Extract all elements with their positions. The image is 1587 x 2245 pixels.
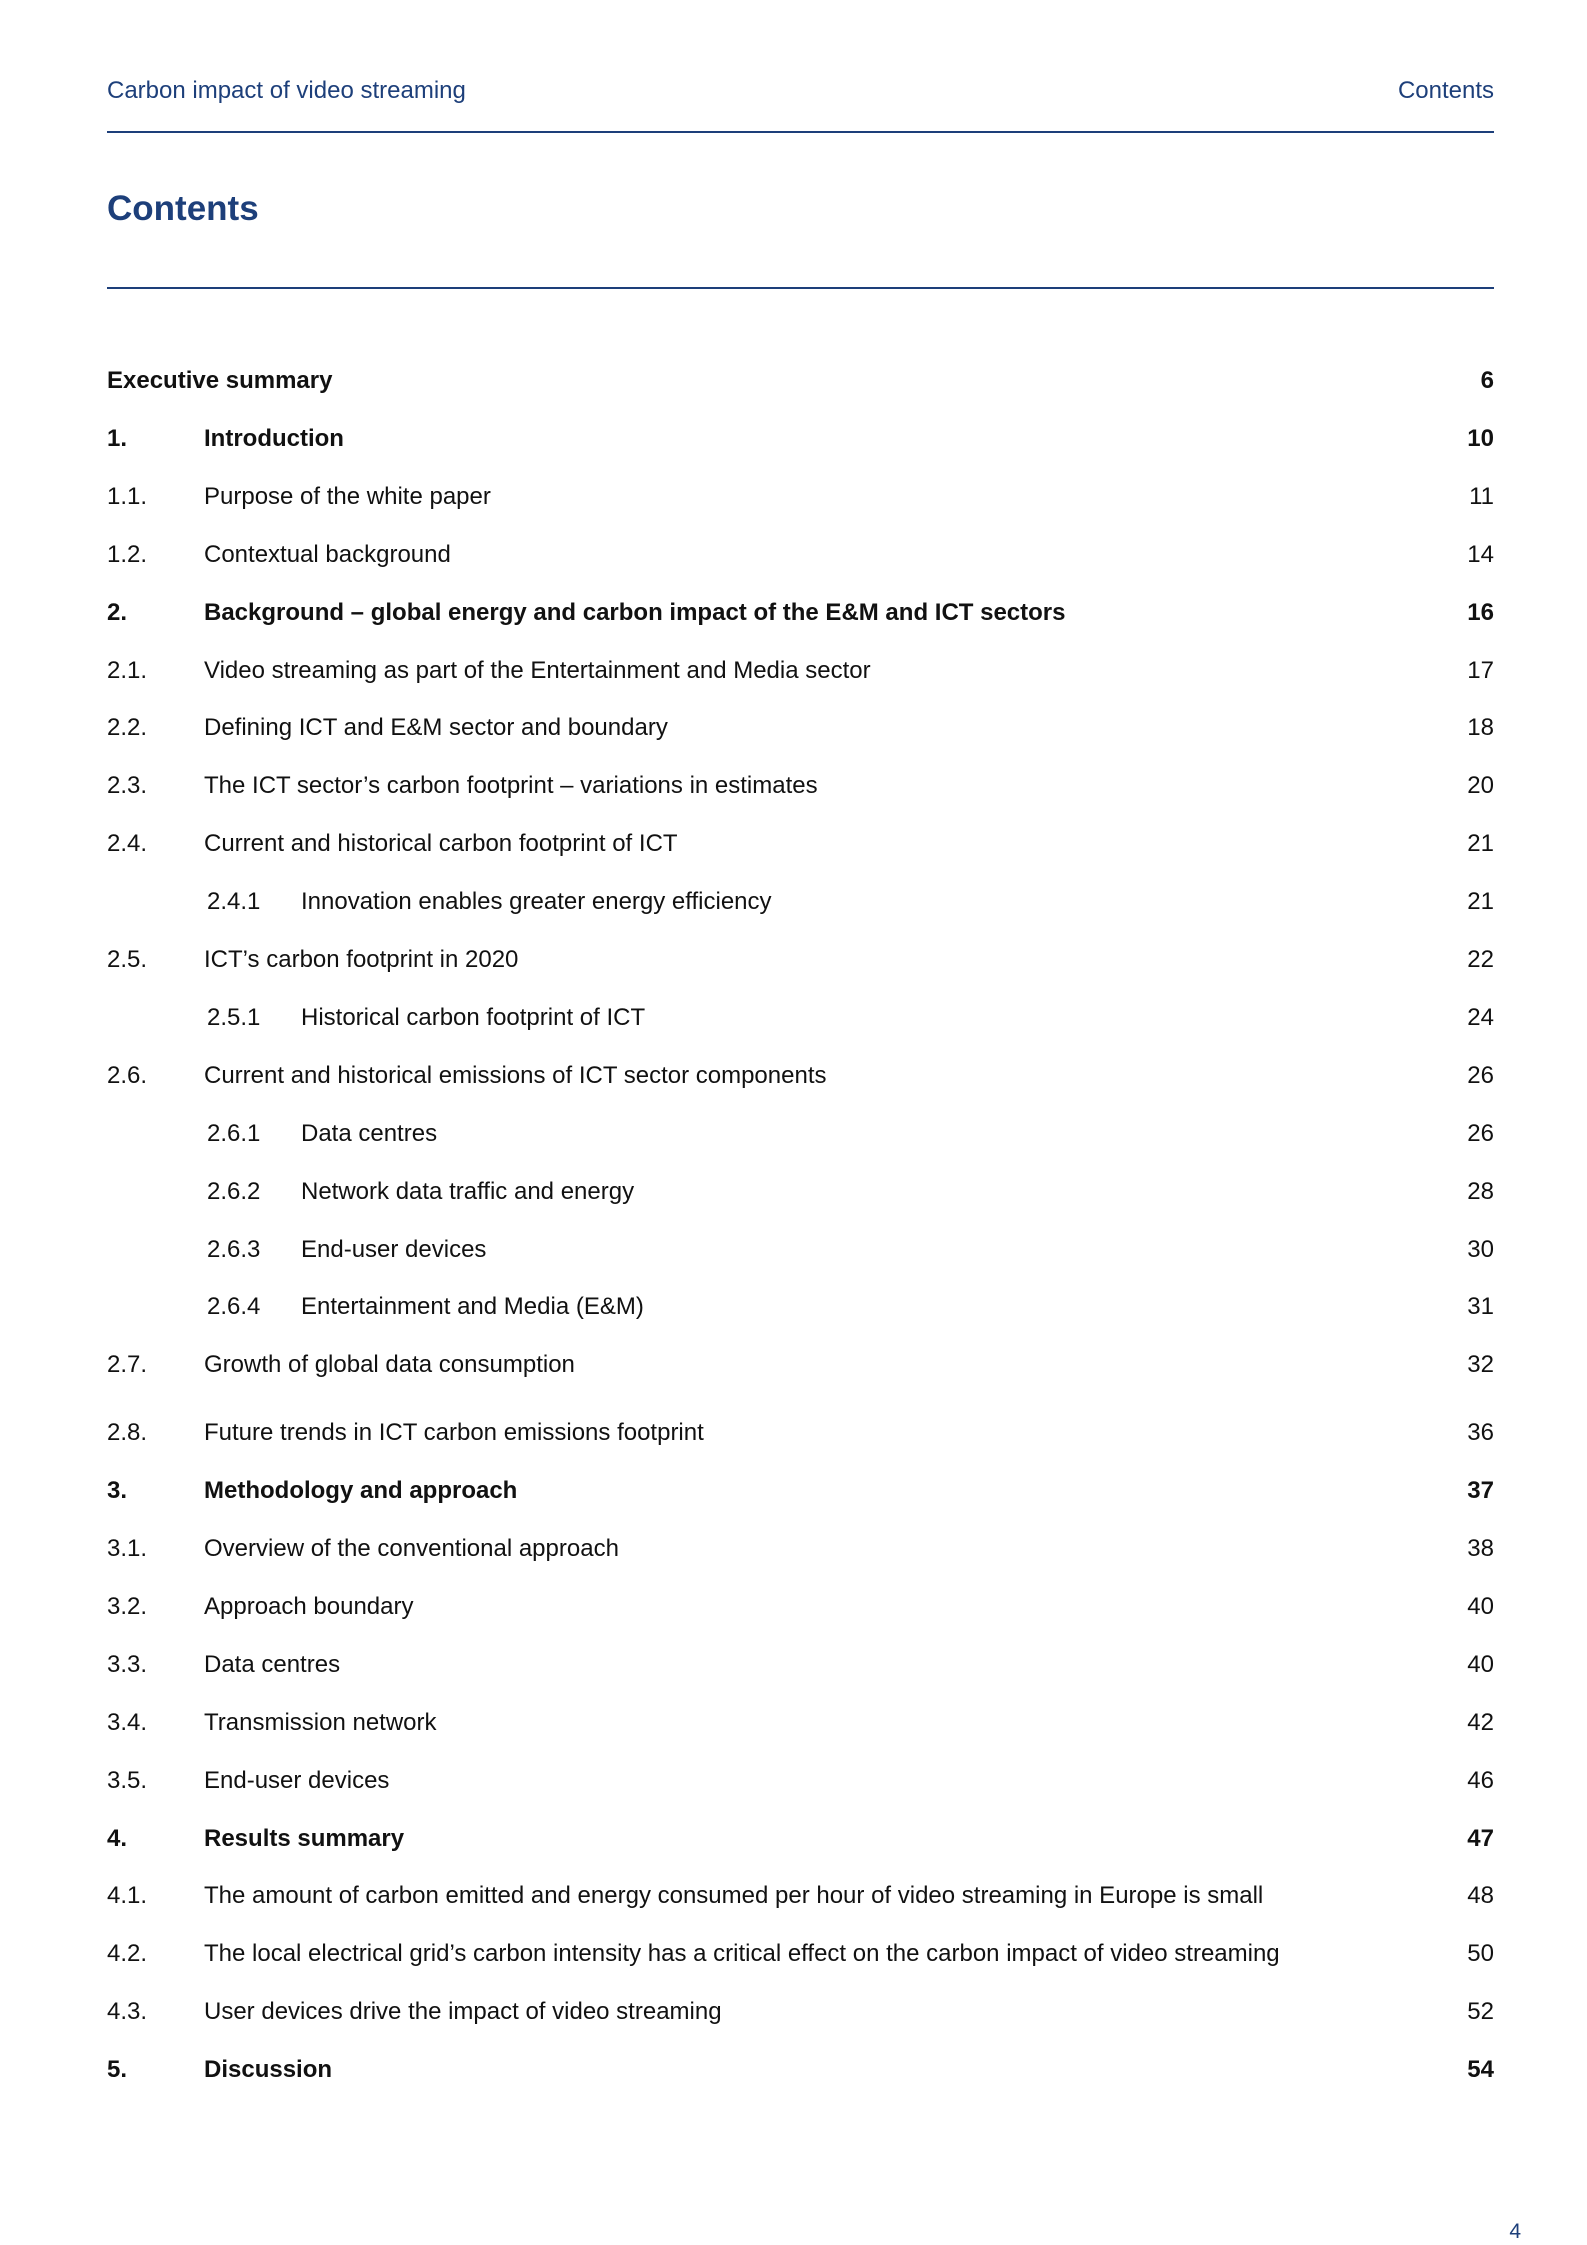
toc-entry-page: 38	[1467, 1535, 1494, 1562]
toc-entry-page: 26	[1467, 1119, 1494, 1147]
running-header-section: Contents	[1397, 77, 1494, 104]
toc-entry[interactable]	[107, 1473, 1494, 1509]
toc-entry-title: The ICT sector’s carbon footprint – variations in estimates	[204, 772, 818, 800]
toc-entry-page: 6	[1480, 367, 1494, 394]
toc-entry[interactable]	[107, 1878, 1494, 1914]
toc-entry[interactable]	[107, 1531, 1494, 1567]
toc-entry-number: 2.	[107, 598, 128, 626]
toc-entry-title: Current and historical carbon footprint of ICT	[204, 830, 678, 858]
toc-entry-title: End-user devices	[301, 1235, 487, 1263]
toc-entry-title: Introduction	[204, 424, 344, 452]
toc-entry-number: 2.4.1	[207, 888, 261, 916]
toc-entry-page: 36	[1467, 1419, 1494, 1447]
toc-entry-page: 26	[1467, 1061, 1494, 1089]
toc-entry-title: Video streaming as part of the Entertainment and Media sector	[204, 656, 871, 684]
toc-entry-page: 54	[1467, 2056, 1494, 2084]
toc-entry[interactable]	[107, 479, 1494, 515]
toc-entry[interactable]	[107, 421, 1494, 457]
toc-entry-title: Methodology and approach	[204, 1477, 518, 1505]
toc-entry-page: 30	[1467, 1235, 1494, 1263]
toc-entry-page: 52	[1467, 1998, 1494, 2026]
toc-entry-title: Innovation enables greater energy efficiency	[301, 888, 772, 916]
toc-entry-page: 16	[1467, 598, 1494, 626]
toc-entry-page: 14	[1467, 540, 1494, 568]
toc-entry-number: 3.4.	[107, 1708, 148, 1736]
toc-entry[interactable]	[107, 653, 1494, 689]
toc-entry-title: Network data traffic and energy	[301, 1177, 635, 1205]
toc-entry-number: 2.6.4	[207, 1293, 261, 1321]
toc-entry-title: ICT’s carbon footprint in 2020	[204, 946, 519, 973]
toc-entry-page: 17	[1467, 656, 1494, 684]
toc-entry[interactable]	[107, 768, 1494, 804]
toc-entry[interactable]	[107, 1763, 1494, 1799]
toc-entry-title: Purpose of the white paper	[204, 482, 491, 510]
running-header-title: Carbon impact of video streaming	[107, 77, 466, 104]
toc-entry-title: Future trends in ICT carbon emissions footprint	[204, 1419, 704, 1447]
toc-entry[interactable]	[107, 1232, 1494, 1268]
toc-entry[interactable]	[107, 1589, 1494, 1625]
toc-entry-number: 2.4.	[107, 830, 148, 858]
toc-entry-title: Background – global energy and carbon impact of the E&M and ICT sectors	[204, 598, 1066, 626]
toc-entry[interactable]	[107, 884, 1494, 920]
toc-entry[interactable]	[107, 942, 1494, 978]
toc-entry[interactable]	[107, 537, 1494, 573]
toc-entry-page: 40	[1467, 1592, 1494, 1620]
toc-entry-title: Historical carbon footprint of ICT	[301, 1003, 646, 1031]
toc-entry-title: End-user devices	[204, 1766, 390, 1794]
toc-entry[interactable]	[107, 826, 1494, 862]
toc-entry[interactable]	[107, 595, 1494, 631]
toc-entry-page: 31	[1467, 1293, 1494, 1321]
toc-entry-number: 3.2.	[107, 1592, 148, 1620]
toc-entry-number: 4.2.	[107, 1940, 148, 1968]
toc-entry-title: Entertainment and Media (E&M)	[301, 1293, 644, 1321]
toc-entry[interactable]	[107, 1174, 1494, 1210]
toc-entry[interactable]	[107, 363, 1494, 399]
toc-entry[interactable]	[107, 1289, 1494, 1325]
toc-entry[interactable]	[107, 1821, 1494, 1857]
toc-entry-number: 2.6.3	[207, 1235, 261, 1263]
toc-entry-number: 2.6.	[107, 1061, 148, 1089]
toc-entry-title: User devices drive the impact of video streaming	[204, 1998, 722, 2026]
toc-entry-page: 48	[1467, 1882, 1494, 1910]
toc-entry-page: 32	[1467, 1351, 1494, 1379]
toc-entry-page: 42	[1467, 1708, 1494, 1736]
toc-entry-number: 2.6.1	[207, 1119, 261, 1147]
toc-entry[interactable]	[107, 1705, 1494, 1741]
toc-entry-page: 20	[1467, 772, 1494, 800]
toc-entry-title: The local electrical grid’s carbon intensity has a critical effect on the carbon impact of video streaming	[204, 1940, 1280, 1968]
toc-entry-page: 50	[1467, 1940, 1494, 1968]
toc-entry-title: Executive summary	[107, 367, 333, 394]
toc-entry-page: 24	[1467, 1003, 1494, 1031]
toc-entry-page: 37	[1467, 1477, 1494, 1505]
toc-entry-title: Defining ICT and E&M sector and boundary	[204, 714, 668, 742]
toc-entry[interactable]	[107, 710, 1494, 746]
toc-entry-number: 2.8.	[107, 1419, 148, 1447]
toc-entry[interactable]	[107, 1936, 1494, 1972]
toc-entry-number: 2.1.	[107, 656, 148, 684]
toc-entry-title: Results summary	[204, 1824, 405, 1852]
toc-entry-title: Current and historical emissions of ICT sector components	[204, 1061, 827, 1089]
toc-entry-number: 3.1.	[107, 1535, 148, 1562]
toc-entry[interactable]	[107, 1415, 1494, 1451]
toc-entry-title: The amount of carbon emitted and energy consumed per hour of video streaming in Europe is small	[204, 1882, 1264, 1910]
toc-entry-number: 5.	[107, 2056, 128, 2084]
toc-entry-number: 3.	[107, 1477, 128, 1505]
toc-entry-page: 22	[1467, 946, 1494, 973]
toc-entry-number: 1.2.	[107, 540, 148, 568]
toc-entry-title: Overview of the conventional approach	[204, 1535, 619, 1562]
toc-entry-title: Discussion	[204, 2056, 333, 2084]
toc-entry[interactable]	[107, 2052, 1494, 2088]
toc-entry-number: 2.6.2	[207, 1177, 261, 1205]
toc-entry-page: 11	[1469, 482, 1494, 510]
toc-entry-page: 40	[1467, 1650, 1494, 1678]
toc-entry-page: 21	[1467, 830, 1494, 858]
toc-entry-number: 1.1.	[107, 482, 148, 510]
toc-entry-page: 28	[1467, 1177, 1494, 1205]
toc-entry-number: 2.2.	[107, 714, 148, 742]
toc-entry-number: 3.3.	[107, 1650, 148, 1678]
toc-entry-title: Contextual background	[204, 540, 451, 568]
toc-entry-page: 18	[1467, 714, 1494, 742]
toc-entry[interactable]	[107, 1347, 1494, 1383]
page-number: 4	[1509, 2220, 1521, 2243]
toc-entry-number: 4.	[107, 1824, 128, 1852]
toc-entry-number: 2.5.1	[207, 1003, 261, 1031]
toc-entry-title: Data centres	[301, 1119, 438, 1147]
toc-entry-page: 21	[1467, 888, 1494, 916]
toc-entry-title: Approach boundary	[204, 1592, 414, 1620]
toc-entry-title: Transmission network	[204, 1708, 437, 1736]
toc-entry[interactable]	[107, 1647, 1494, 1683]
toc-entry-number: 3.5.	[107, 1766, 148, 1794]
toc-entry-page: 46	[1467, 1766, 1494, 1794]
toc-entry[interactable]	[107, 1994, 1494, 2030]
toc-entry-number: 2.5.	[107, 946, 148, 973]
toc-entry-number: 4.3.	[107, 1998, 148, 2026]
toc-entry-title: Growth of global data consumption	[204, 1351, 575, 1379]
table-of-contents	[107, 0, 1494, 2245]
toc-entry[interactable]	[107, 1000, 1494, 1036]
toc-entry-page: 10	[1467, 424, 1494, 452]
toc-entry-number: 2.3.	[107, 772, 148, 800]
toc-entry-number: 4.1.	[107, 1882, 148, 1910]
toc-entry-page: 47	[1467, 1824, 1494, 1852]
toc-entry-number: 2.7.	[107, 1351, 148, 1379]
page-title: Contents	[107, 189, 259, 228]
toc-entry[interactable]	[107, 1058, 1494, 1094]
toc-entry[interactable]	[107, 1116, 1494, 1152]
toc-entry-number: 1.	[107, 424, 128, 452]
toc-entry-title: Data centres	[204, 1650, 341, 1678]
